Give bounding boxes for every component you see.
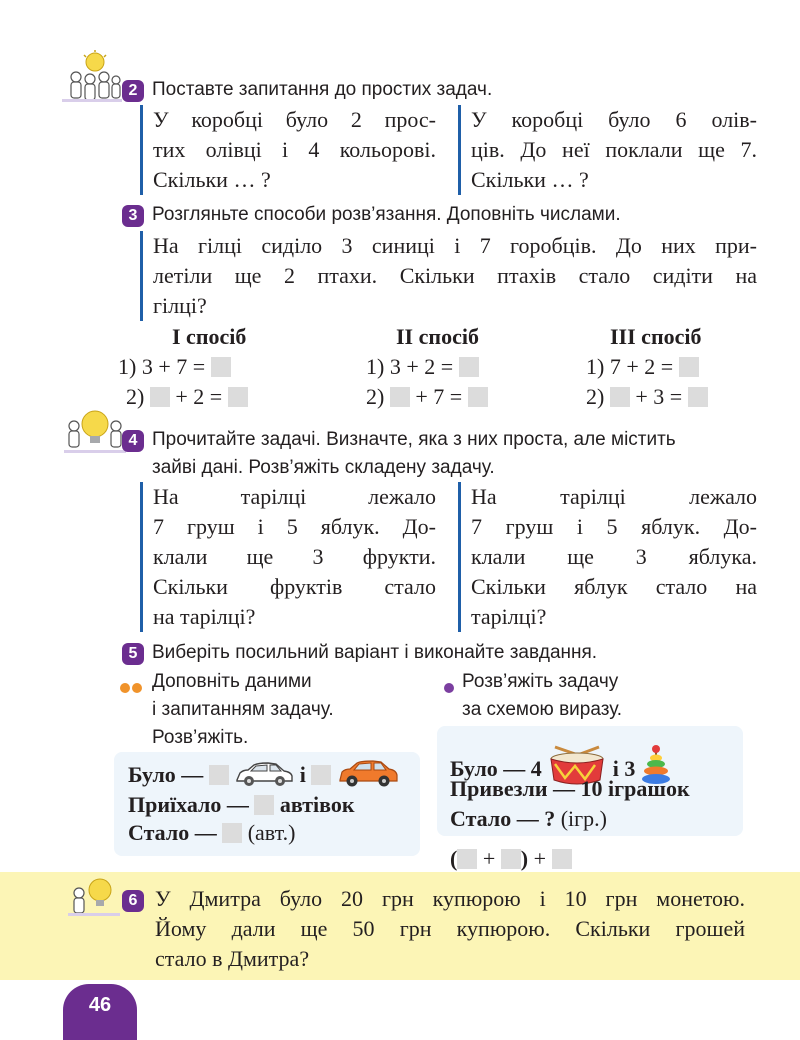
text-line: У коробці було 2 прос- — [153, 107, 436, 132]
task-number-5: 5 — [122, 643, 144, 665]
text-line: У Дмитра було 20 грн купюрою і 10 грн монетою. — [155, 886, 745, 911]
task2-left-problem — [140, 105, 436, 195]
label: Стало — ? — [450, 806, 556, 831]
text-line: Скільки … ? — [153, 167, 271, 192]
text-line: 7 груш і 5 яблук. До- — [471, 514, 757, 539]
text-line: ців. До неї поклали ще 7. — [471, 137, 757, 162]
method-3-title: ІІІ спосіб — [610, 324, 702, 349]
text-line: Доповніть даними — [152, 671, 312, 692]
text-line: На гілці сиділо 3 синиці і 7 горобців. До них при- — [153, 233, 757, 258]
text-line: за схемою виразу. — [462, 699, 623, 720]
answer-box[interactable] — [311, 765, 331, 785]
task-number-6: 6 — [122, 890, 144, 912]
task3-instruction: Розгляньте способи розв’язання. Доповніть числами. — [152, 204, 621, 225]
label: Було — — [128, 762, 204, 787]
expression: + 2 = — [175, 384, 223, 409]
paren-open: ( — [450, 846, 458, 871]
expression: 1) 3 + 7 = — [118, 354, 206, 379]
text-line: На тарілці лежало — [153, 484, 436, 509]
group-lightbulb-icon — [64, 406, 126, 456]
task3-problem — [140, 231, 757, 321]
answer-box[interactable] — [688, 387, 708, 407]
task5-right-intro — [462, 668, 622, 724]
method-3-step-2 — [586, 382, 708, 412]
text-line: тарілці? — [471, 604, 547, 629]
and-label: і 3 — [612, 756, 636, 781]
task2-instruction: Поставте запитання до простих задач. — [152, 79, 493, 100]
method-3-step-1 — [586, 352, 699, 382]
answer-box[interactable] — [228, 387, 248, 407]
answer-box[interactable] — [610, 387, 630, 407]
expression-scheme — [450, 844, 572, 874]
small-group-lightbulb-icon — [68, 876, 120, 918]
answer-box[interactable] — [150, 387, 170, 407]
task-number-4: 4 — [122, 430, 144, 452]
text-line: Розв’яжіть. — [152, 727, 249, 748]
method-2-step-1 — [366, 352, 479, 382]
task4-instruction — [152, 426, 676, 482]
method-1-step-1 — [118, 352, 231, 382]
text-line: клали ще 3 фрукти. — [153, 544, 436, 569]
and-label: і — [299, 762, 306, 787]
page-number-badge — [63, 984, 137, 1040]
unit-label: (авт.) — [247, 820, 296, 845]
plus-sign: + — [533, 846, 546, 871]
task5-left-intro — [152, 668, 334, 752]
task4-right-problem — [458, 482, 757, 632]
task2-right-problem — [458, 105, 757, 195]
text-line: Скільки фруктів стало — [153, 574, 436, 599]
answer-box[interactable] — [679, 357, 699, 377]
expression: 1) 3 + 2 = — [366, 354, 454, 379]
answer-box[interactable] — [209, 765, 229, 785]
step-label: 2) — [586, 384, 605, 409]
answer-box[interactable] — [457, 849, 477, 869]
method-1-title: І спосіб — [172, 324, 247, 349]
expression: 1) 7 + 2 = — [586, 354, 674, 379]
page-number: 46 — [88, 994, 112, 1016]
step-label: 2) — [366, 384, 385, 409]
left-panel-line-3 — [128, 818, 295, 848]
method-1-step-2 — [126, 382, 248, 412]
text-line: На тарілці лежало — [471, 484, 757, 509]
text-line: тих олівці і 4 кольорові. — [153, 137, 436, 162]
text-line: і запитанням задачу. — [152, 699, 334, 720]
right-panel-line-2: Привезли — 10 іграшок — [450, 776, 690, 801]
expression: + 3 = — [635, 384, 683, 409]
label: Стало — — [128, 820, 217, 845]
answer-box[interactable] — [211, 357, 231, 377]
team-lightbulb-icon — [62, 50, 122, 106]
text-line: на тарілці? — [153, 604, 256, 629]
answer-box[interactable] — [254, 795, 274, 815]
plus-sign: + — [482, 846, 496, 871]
text-line: Прочитайте задачі. Визначте, яка з них проста, але містить — [152, 429, 676, 450]
text-line: Скільки яблук стало на — [471, 574, 757, 599]
orange-difficulty-marker — [120, 678, 142, 697]
task-number-3: 3 — [122, 205, 144, 227]
method-2-step-2 — [366, 382, 488, 412]
text-line: летіли ще 2 птахи. Скільки птахів стало сидіти на — [153, 263, 757, 288]
label: Було — 4 — [450, 756, 542, 781]
text-line: Розв’яжіть задачу — [462, 671, 619, 692]
text-line: 7 груш і 5 яблук. До- — [153, 514, 436, 539]
task6-problem — [155, 884, 745, 974]
paren-close: ) — [520, 846, 529, 871]
text-line: Йому дали ще 50 грн купюрою. Скільки грошей — [155, 916, 745, 941]
left-panel-line-2 — [128, 790, 355, 820]
answer-box[interactable] — [501, 849, 521, 869]
answer-box[interactable] — [459, 357, 479, 377]
answer-box[interactable] — [222, 823, 242, 843]
text-line: гілці? — [153, 293, 207, 318]
task5-instruction: Виберіть посильний варіант і виконайте завдання. — [152, 642, 598, 663]
text-line: стало в Дмитра? — [155, 946, 310, 971]
purple-difficulty-marker — [444, 678, 454, 697]
unit-label: (ігр.) — [560, 806, 608, 831]
answer-box[interactable] — [390, 387, 410, 407]
right-panel-line-3 — [450, 804, 607, 834]
text-line: зайві дані. Розв’яжіть складену задачу. — [152, 457, 495, 478]
text-line: Скільки … ? — [471, 167, 589, 192]
label-suffix: автівок — [279, 792, 355, 817]
label: Приїхало — — [128, 792, 249, 817]
task-number-2: 2 — [122, 80, 144, 102]
method-2-title: ІІ спосіб — [396, 324, 479, 349]
text-line: У коробці було 6 олів- — [471, 107, 757, 132]
step-label: 2) — [126, 384, 145, 409]
text-line: клали ще 3 яблука. — [471, 544, 757, 569]
task4-left-problem — [140, 482, 436, 632]
answer-box[interactable] — [552, 849, 572, 869]
expression: + 7 = — [415, 384, 463, 409]
answer-box[interactable] — [468, 387, 488, 407]
